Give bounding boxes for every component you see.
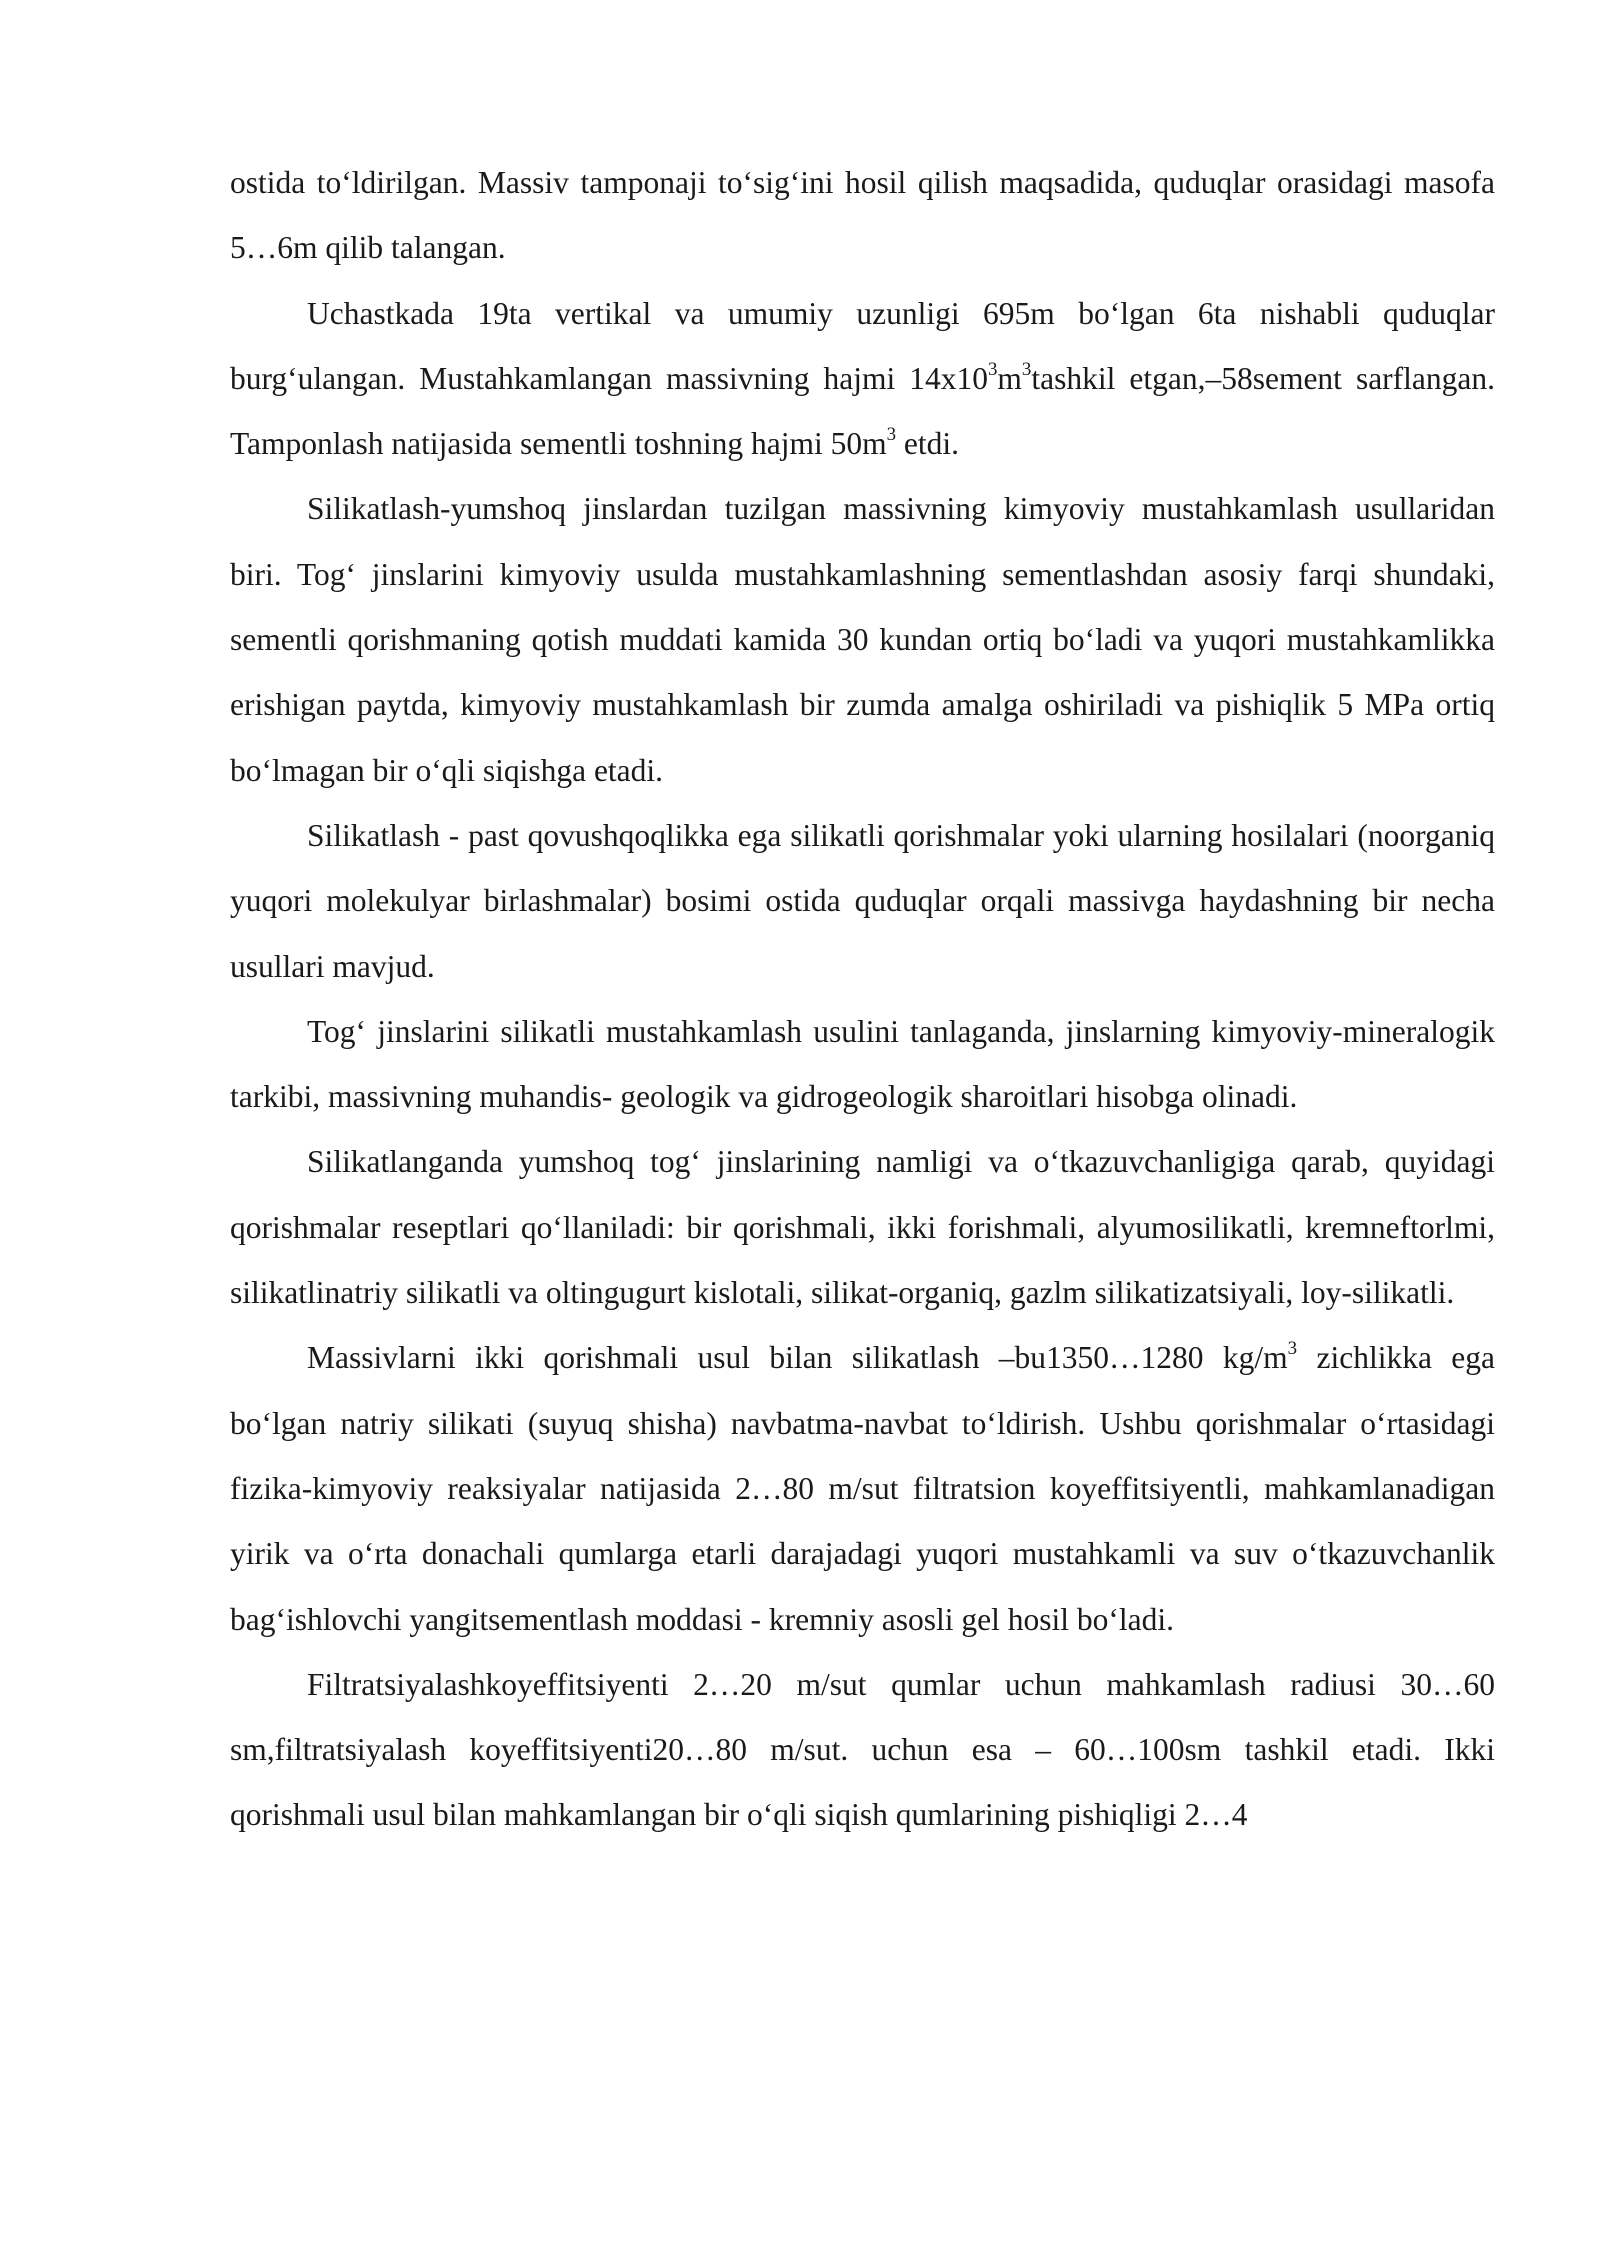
text-run: Silikatlash - past qovushqoqlikka ega silikatli qorishmalar yoki ularning hosilalari (noorganiq yuqori molekulyar birlashmalar) bosimi ostida quduqlar orqali massivga haydashning bir necha usullari mavjud. [230,817,1495,984]
text-run: Tog‘ jinslarini silikatli mustahkamlash usulini tanlaganda, jinslarning kimyoviy-mineralogik tarkibi, massivning muhandis- geologik va gidrogeologik sharoitlari hisobga olinadi. [230,1013,1495,1115]
paragraph [230,1652,1495,1848]
text-run: Filtratsiyalashkoyeffitsiyenti 2…20 m/sut qumlar uchun mahkamlash radiusi 30…60 sm,filtratsiyalash koyeffitsiyenti20…80 m/sut. uchun esa – 60…100sm tashkil etadi. Ikki qorishmali usul bilan mahkamlangan bir o‘qli siqish qumlarining pishiqligi 2…4 [230,1666,1495,1833]
text-run: Massivlarni ikki qorishmali usul bilan silikatlash –bu1350…1280 kg/m [307,1340,1288,1376]
superscript: 3 [1287,1338,1298,1360]
text-run: m [997,360,1022,396]
text-run: etdi. [896,426,960,462]
paragraph [230,1325,1495,1651]
paragraph [230,150,1495,281]
paragraph [230,281,1495,477]
text-run: ostida to‘ldirilgan. Massiv tamponaji to‘sig‘ini hosil qilish maqsadida, quduqlar orasidagi masofa 5…6m qilib talangan. [230,165,1495,266]
paragraph [230,1129,1495,1325]
superscript: 3 [987,358,998,380]
document-body [230,150,1495,1848]
paragraph [230,476,1495,802]
paragraph [230,803,1495,999]
text-run: Silikatlanganda yumshoq tog‘ jinslarining namligi va o‘tkazuvchanligiga qarab, quyidagi qorishmalar reseptlari qo‘llaniladi: bir qorishmali, ikki forishmali, alyumosilikatli, kremneftorlmi, silikatlinatriy silikatli va oltingugurt kislotali, silikat-organiq, gazlm silikatizatsiyali, loy-silikatli. [230,1144,1495,1311]
text-run: zichlikka ega bo‘lgan natriy silikati (suyuq shisha) navbatma-navbat to‘ldirish. Ushbu qorishmalar o‘rtasidagi fizika-kimyoviy reaksiyalar natijasida 2…80 m/sut filtratsion koyeffitsiyentli, mahkamlanadigan yirik va o‘rta donachali qumlarga etarli darajadagi yuqori mustahkamli va suv o‘tkazuvchanlik bag‘ishlovchi yangitsementlash moddasi - kremniy asosli gel hosil bo‘ladi. [230,1340,1495,1637]
text-run: Silikatlash-yumshoq jinslardan tuzilgan massivning kimyoviy mustahkamlash usullaridan biri. Tog‘ jinslarini kimyoviy usulda mustahkamlashning sementlashdan asosiy farqi shundaki, sementli qorishmaning qotish muddati kamida 30 kundan ortiq bo‘ladi va yuqori mustahkamlikka erishigan paytda, kimyoviy mustahkamlash bir zumda amalga oshiriladi va pishiqlik 5 MPa ortiq bo‘lmagan bir o‘qli siqishga etadi. [230,491,1495,788]
superscript: 3 [886,423,897,445]
text-run: tashkil etgan,–58sement sarflangan. Tamponlash natijasida sementli toshning hajmi 50m [230,360,1495,462]
paragraph [230,999,1495,1130]
text-run: Uchastkada 19ta vertikal va umumiy uzunligi 695m bo‘lgan 6ta nishabli quduqlar burg‘ulangan. Mustahkamlangan massivning hajmi 14x10 [230,295,1495,396]
superscript: 3 [1021,358,1032,380]
